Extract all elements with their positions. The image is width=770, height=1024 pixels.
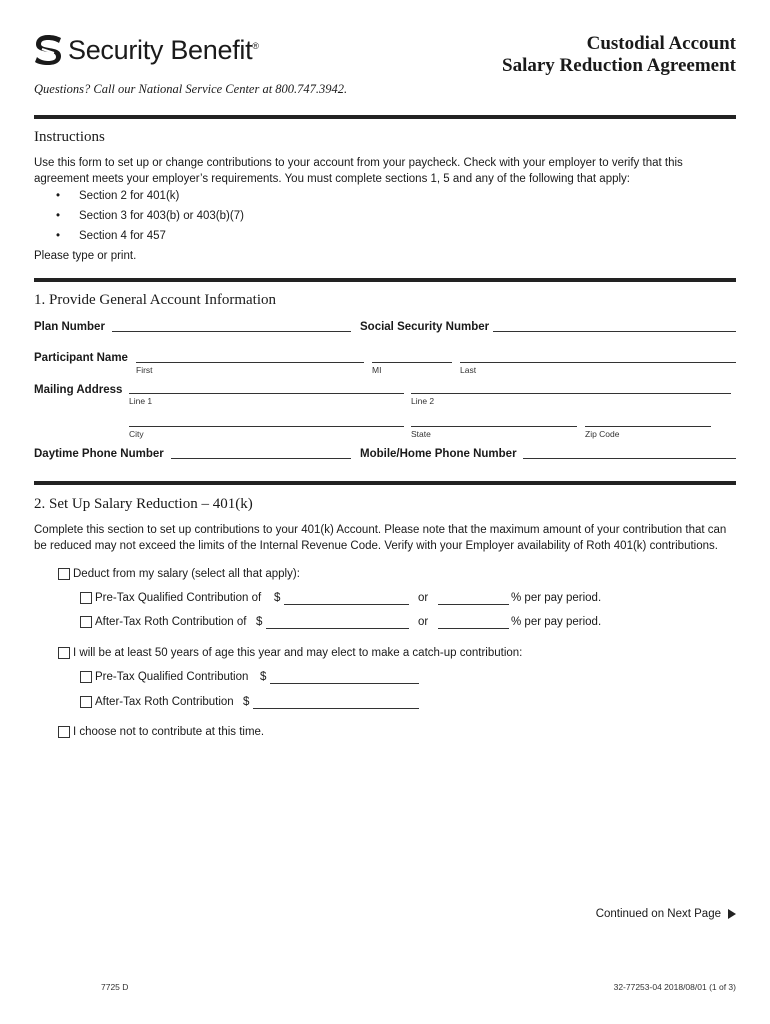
instructions-text <box>34 155 736 187</box>
catchup-pretax-amount-field[interactable] <box>270 683 419 684</box>
continued-label: Continued on Next Page <box>595 908 721 920</box>
security-benefit-logo <box>34 34 259 66</box>
catchup-pretax-label: Pre-Tax Qualified Contribution <box>95 671 249 683</box>
per-period-label: % per pay period. <box>511 616 602 628</box>
plan-number-label: Plan Number <box>34 321 105 333</box>
middle-initial-field[interactable] <box>372 362 452 363</box>
line-1-caption: Line 1 <box>129 396 153 406</box>
bullet-item: Section 2 for 401(k) <box>79 190 180 202</box>
mobile-phone-field[interactable] <box>523 458 736 459</box>
participant-name-label: Participant Name <box>34 352 128 364</box>
no-contribute-label: I choose not to contribute at this time. <box>73 726 265 738</box>
bullet-item: Section 3 for 403(b) or 403(b)(7) <box>79 210 244 222</box>
aftertax-label: After-Tax Roth Contribution of <box>95 616 247 628</box>
section-2-text <box>34 522 736 554</box>
city-field[interactable] <box>129 426 404 427</box>
city-caption: City <box>129 429 144 439</box>
dollar-sign: $ <box>260 671 267 683</box>
deduct-label: Deduct from my salary (select all that apply): <box>73 568 300 580</box>
pretax-percent-field[interactable] <box>438 604 509 605</box>
catchup-aftertax-amount-field[interactable] <box>253 708 419 709</box>
zip-code-field[interactable] <box>585 426 711 427</box>
per-period-label: % per pay period. <box>511 592 602 604</box>
title-line-1: Custodial Account <box>586 33 736 54</box>
questions-phone: Questions? Call our National Service Center at 800.747.3942. <box>34 82 348 96</box>
ssn-field[interactable] <box>493 331 736 332</box>
dollar-sign: $ <box>243 696 250 708</box>
form-code: 7725 D <box>101 982 129 992</box>
pretax-checkbox[interactable] <box>80 592 92 604</box>
pretax-amount-field[interactable] <box>284 604 409 605</box>
print-note: Please type or print. <box>34 250 137 262</box>
last-name-field[interactable] <box>460 362 736 363</box>
instructions-line-2: agreement meets your employer’s requirements. You must complete sections 1, 5 and any of the following that apply: <box>34 173 630 185</box>
line-2-caption: Line 2 <box>411 396 435 406</box>
divider <box>34 115 736 119</box>
aftertax-amount-field[interactable] <box>266 628 409 629</box>
section-1-heading: 1. Provide General Account Information <box>34 292 277 308</box>
mi-caption: MI <box>372 365 382 375</box>
section-2-line-1: Complete this section to set up contributions to your 401(k) Account. Please note that the maximum amount of your contribution that can <box>34 524 727 536</box>
brand-name: Security Benefit® <box>68 34 259 65</box>
plan-number-field[interactable] <box>112 331 351 332</box>
zip-caption: Zip Code <box>585 429 620 439</box>
first-caption: First <box>136 365 153 375</box>
aftertax-checkbox[interactable] <box>80 616 92 628</box>
catchup-aftertax-checkbox[interactable] <box>80 696 92 708</box>
state-field[interactable] <box>411 426 577 427</box>
catchup-pretax-checkbox[interactable] <box>80 671 92 683</box>
section-2-line-2: be reduced may not exceed the limits of the Internal Revenue Code. Verify with your Employer availability of Roth 401(k) contributions. <box>34 540 718 552</box>
dollar-sign: $ <box>274 592 281 604</box>
state-caption: State <box>411 429 431 439</box>
instructions-line-1: Use this form to set up or change contributions to your account from your paycheck. Check with your employer to verify that this <box>34 157 683 169</box>
document-title <box>502 33 736 77</box>
mailing-address-label: Mailing Address <box>34 384 123 396</box>
catchup-checkbox[interactable] <box>58 647 70 659</box>
security-benefit-logo-icon <box>34 34 62 66</box>
deduct-checkbox[interactable] <box>58 568 70 580</box>
title-line-2: Salary Reduction Agreement <box>502 55 736 76</box>
arrow-right-icon <box>728 909 736 919</box>
dollar-sign: $ <box>256 616 263 628</box>
ssn-label: Social Security Number <box>360 321 490 333</box>
no-contribute-checkbox[interactable] <box>58 726 70 738</box>
bullet-icon: • <box>56 190 61 202</box>
first-name-field[interactable] <box>136 362 364 363</box>
instructions-heading: Instructions <box>34 129 105 145</box>
or-label: or <box>418 616 429 628</box>
pretax-label: Pre-Tax Qualified Contribution of <box>95 592 262 604</box>
bullet-icon: • <box>56 230 61 242</box>
document-id: 32-77253-04 2018/08/01 (1 of 3) <box>613 982 736 992</box>
divider <box>34 481 736 485</box>
mobile-phone-label: Mobile/Home Phone Number <box>360 448 517 460</box>
address-line-2-field[interactable] <box>411 393 731 394</box>
daytime-phone-label: Daytime Phone Number <box>34 448 164 460</box>
divider <box>34 278 736 282</box>
or-label: or <box>418 592 429 604</box>
aftertax-percent-field[interactable] <box>438 628 509 629</box>
bullet-icon: • <box>56 210 61 222</box>
section-2-heading: 2. Set Up Salary Reduction – 401(k) <box>34 496 253 512</box>
daytime-phone-field[interactable] <box>171 458 351 459</box>
bullet-item: Section 4 for 457 <box>79 230 166 242</box>
catchup-aftertax-label: After-Tax Roth Contribution <box>95 696 234 708</box>
continued-next-page <box>596 908 736 920</box>
catchup-label: I will be at least 50 years of age this year and may elect to make a catch-up contribution: <box>73 647 523 659</box>
address-line-1-field[interactable] <box>129 393 404 394</box>
last-caption: Last <box>460 365 477 375</box>
